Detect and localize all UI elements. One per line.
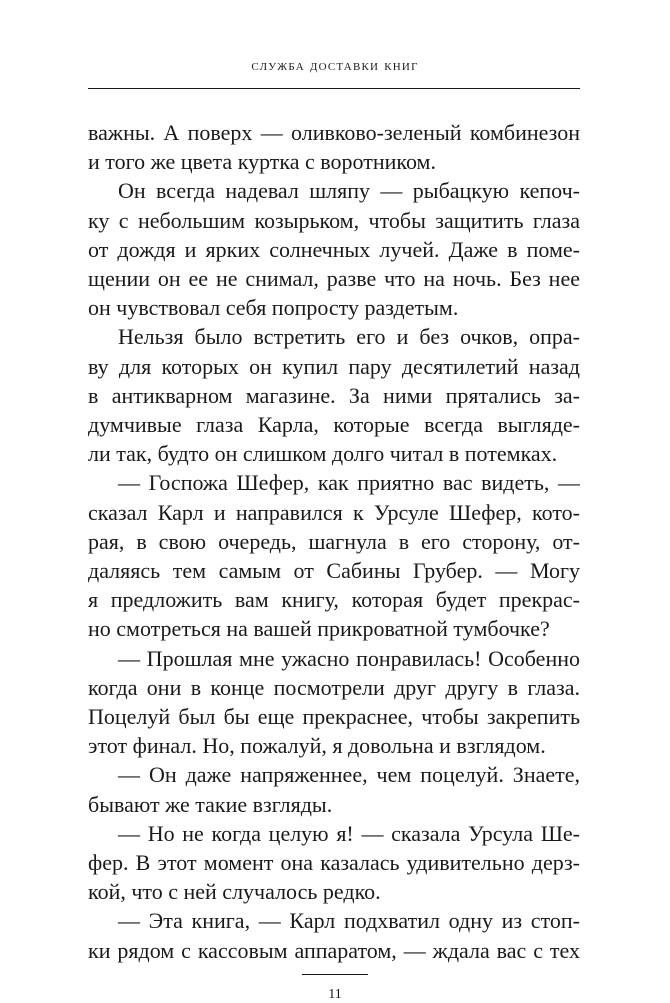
text-line: ву для которых он купил пару десятилетий назад <box>88 353 580 379</box>
text-line: рая, в свою очередь, шагнула в его сторону, от- <box>88 528 580 554</box>
text-line: — Эта книга, — Карл подхватил одну из стоп- <box>118 908 580 934</box>
text-line: и того же цвета куртка с воротником. <box>88 149 436 175</box>
text-line: даляясь тем самым от Сабины Грубер. — Могу <box>88 558 580 584</box>
text-line: в антикварном магазине. За ними прятались за- <box>88 382 580 408</box>
text-line: ку с небольшим козырьком, чтобы защитить глаза <box>88 207 580 233</box>
footer-divider <box>302 974 368 975</box>
text-line: Поцелуй был бы еще прекраснее, чтобы закрепить <box>88 704 580 730</box>
text-line: фер. В этот момент она казалась удивительно дерз- <box>88 850 580 876</box>
text-line: Нельзя было встретить его и без очков, опра- <box>118 324 580 350</box>
text-line: щении он ее не снимал, разве что на ночь. Без нее <box>88 266 580 292</box>
text-line: но смотреться на вашей прикроватной тумбочке? <box>88 616 550 642</box>
text-line: бывают же такие взгляды. <box>88 791 333 817</box>
text-line: сказал Карл и направился к Урсуле Шефер, кото- <box>88 499 580 525</box>
header-divider <box>88 88 580 89</box>
running-head: служба доставки книг <box>251 57 419 74</box>
text-line: — Госпожа Шефер, как приятно вас видеть, — <box>118 470 580 496</box>
body-text <box>88 118 580 965</box>
text-line: когда они в конце посмотрели друг другу в глаза. <box>88 674 580 700</box>
text-line: от дождя и ярких солнечных лучей. Даже в поме- <box>88 236 580 262</box>
text-line: этот финал. Но, пожалуй, я довольна и взглядом. <box>88 733 546 759</box>
text-line: ли так, будто он слишком долго читал в потемках. <box>88 441 558 467</box>
text-line: Он всегда надевал шляпу — рыбацкую кепоч- <box>118 178 580 204</box>
page-number: 11 <box>328 987 342 1002</box>
text-line: — Он даже напряженнее, чем поцелуй. Знаете, <box>118 762 580 788</box>
text-line: важны. А поверх — оливково-зеленый комбинезон <box>88 120 580 145</box>
text-line: он чувствовал себя попросту раздетым. <box>88 295 459 321</box>
text-line: кой, что с ней случалось редко. <box>88 879 381 905</box>
text-line: ки рядом с кассовым аппаратом, — ждала вас с тех <box>88 937 580 963</box>
text-line: — Прошлая мне ужасно понравилась! Особенно <box>118 645 580 671</box>
text-line: — Но не когда целую я! — сказала Урсула Ше- <box>118 820 580 846</box>
text-line: думчивые глаза Карла, которые всегда выгляде- <box>88 412 580 438</box>
text-line: я предложить вам книгу, которая будет прекрас- <box>88 587 580 613</box>
